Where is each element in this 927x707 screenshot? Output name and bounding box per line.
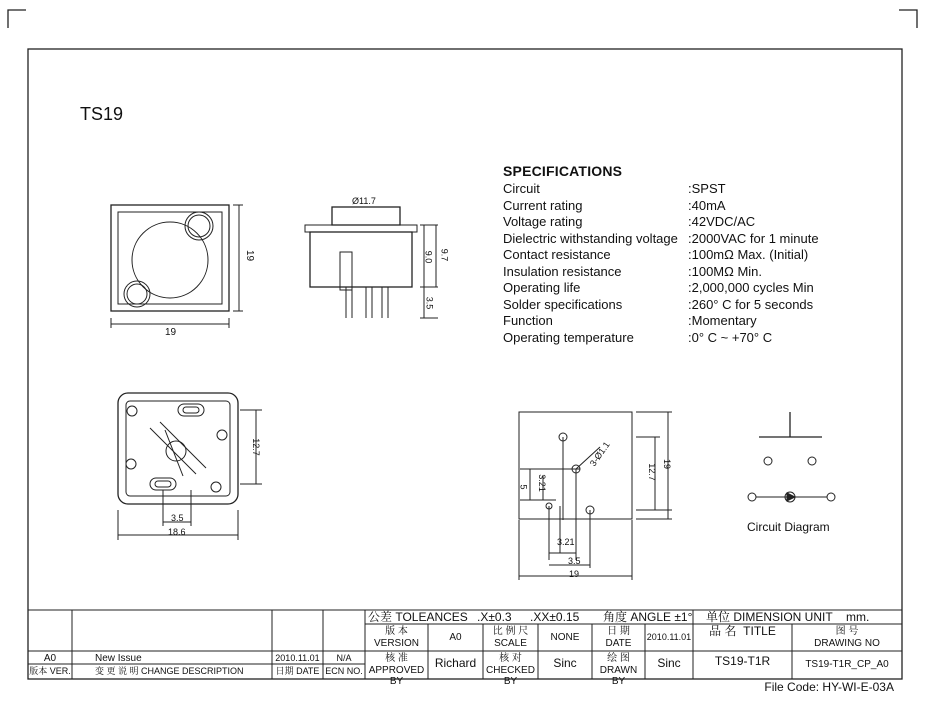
spec-value: :0° C ~ +70° C [688,329,773,345]
spec-label: Contact resistance [503,247,611,262]
rev-date: 2010.11.01 [275,653,320,663]
checked-cn: 核 对 [499,653,522,664]
title-value: TS19-T1R [714,654,771,668]
drawn-value: Sinc [657,656,681,670]
dim-side-diameter: Ø11.7 [352,196,376,206]
spec-label: Function [503,313,553,328]
spec-label: Solder specifications [503,296,623,312]
specifications-heading: SPECIFICATIONS [503,163,623,179]
approved-value: Richard [434,656,477,670]
spec-row [503,330,903,347]
approved-cn: 核 准 [385,653,408,664]
tolerance-label: 公差 TOLEANCES [368,610,468,624]
dim-bottom-pitch-v: 12.7 [250,438,261,456]
spec-label: Current rating [503,197,583,213]
title-heading: 品 名 TITLE [709,624,776,638]
spec-label: Operating temperature [503,329,634,345]
spec-value: :260° C for 5 seconds [688,296,814,312]
spec-row [503,297,903,314]
spec-label: Circuit [503,181,540,196]
unit-value: mm. [846,610,870,624]
drawing-frame [28,49,902,679]
date-en: DATE [605,638,632,649]
dim-pcb-35: 3.5 [568,556,581,566]
scale-cn: 比 例 尺 [492,626,529,637]
scale-value: NONE [550,632,580,643]
drawing-no-cn: 图 号 [835,626,859,637]
top-view [111,205,243,328]
spec-row [503,231,903,248]
spec-value: :2000VAC for 1 minute [688,230,819,246]
rev-ecn: N/A [336,653,352,663]
version-en: VERSION [373,638,419,649]
date-cn: 日 期 [607,626,630,637]
dim-top-width: 19 [165,327,177,338]
circuit-diagram-label: Circuit Diagram [747,520,830,534]
spec-row [503,198,903,215]
drawing-no-value: TS19-T1R_CP_A0 [805,659,889,670]
dim-pcb-hole: 3-Ø1.1 [587,439,612,469]
checked-en: CHECKED BY [486,665,535,687]
date-value: 2010.11.01 [646,632,692,642]
dim-pcb-5: 5 [518,484,529,490]
dim-pcb-width: 19 [569,569,580,579]
header-date: 日期 DATE [275,666,320,676]
header-version: 版本 VER. [29,666,71,676]
spec-row [503,313,903,330]
version-cn: 版 本 [385,626,408,637]
corner-mark-tl [8,10,26,28]
dim-pcb-321-vertical: 3.21 [536,474,547,492]
corner-mark-tr [899,10,917,28]
spec-row [503,214,903,231]
dim-pcb-321-horizontal: 3.21 [557,537,575,547]
unit-label: 单位 DIMENSION UNIT [706,610,833,624]
drawn-cn: 绘 图 [607,653,630,664]
dim-side-height: 9.0 [423,250,434,264]
bottom-view [118,393,262,540]
side-view [305,207,438,318]
spec-value: :100MΩ Min. [688,263,763,279]
spec-row [503,264,903,281]
tolerance-angle: 角度 ANGLE ±1° [603,610,693,624]
tolerance-xx: .XX±0.15 [530,610,580,624]
spec-value: :Momentary [688,313,757,328]
spec-label: Insulation resistance [503,263,622,279]
spec-value: :SPST [688,181,726,196]
tolerance-x: .X±0.3 [477,610,512,624]
rev-version: A0 [43,653,57,664]
drawing-title: TS19 [80,104,124,124]
version-value: A0 [449,632,462,643]
spec-label: Dielectric withstanding voltage [503,230,678,246]
dim-pcb-height: 19 [662,458,673,470]
checked-value: Sinc [553,656,577,670]
circuit-diagram [748,412,835,502]
dim-side-total: 9.7 [439,248,450,262]
spec-row [503,247,903,264]
spec-value: :100mΩ Max. (Initial) [688,247,809,262]
approved-en: APPROVED BY [368,665,425,687]
spec-value: :2,000,000 cycles Min [688,280,814,295]
spec-row [503,280,903,297]
spec-label: Voltage rating [503,214,583,229]
spec-value: :42VDC/AC [688,214,756,229]
pcb-layout [519,412,672,580]
dim-pcb-pitch-v: 12.7 [646,463,657,481]
rev-description: New Issue [95,653,142,664]
file-code: File Code: HY-WI-E-03A [764,680,894,694]
drawing-no-en: DRAWING NO [814,638,880,649]
header-ecn: ECN NO. [325,666,363,676]
dim-top-height: 19 [244,249,256,262]
dim-side-pin: 3.5 [424,296,435,310]
spec-value: :40mA [688,197,726,213]
dim-bottom-pitch-h: 3.5 [171,513,184,523]
dim-bottom-width: 18.6 [168,527,186,537]
drawn-en: DRAWN BY [599,665,638,687]
header-change-description: 变 更 说 明 CHANGE DESCRIPTION [95,666,244,676]
spec-label: Operating life [503,280,581,295]
spec-row [503,181,903,198]
scale-en: SCALE [494,638,527,649]
